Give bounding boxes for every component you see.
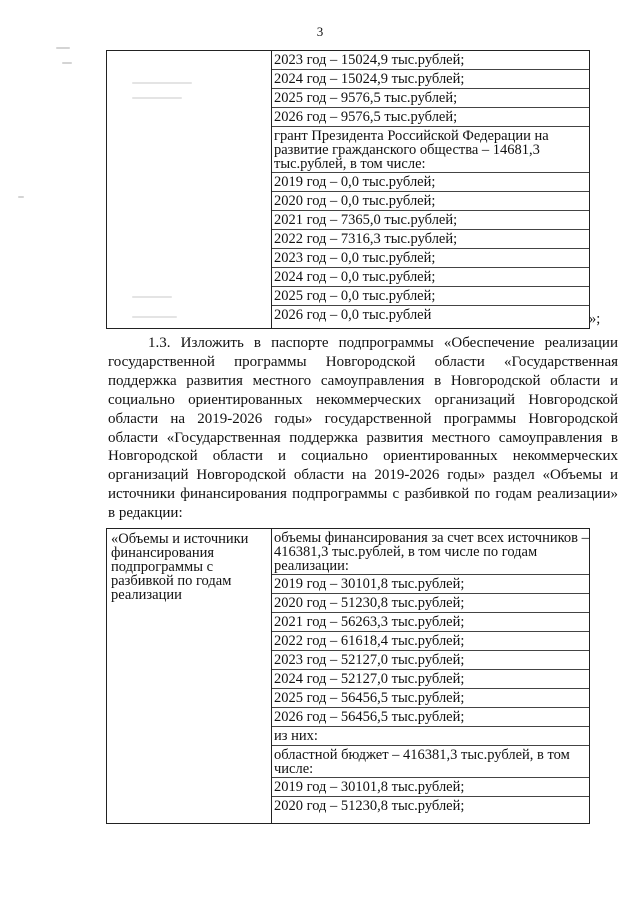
subheading-row: из них: [272,727,589,746]
amount-row: 2023 год – 52127,0 тыс.рублей; [272,651,589,670]
amount-row: 2022 год – 61618,4 тыс.рублей; [272,632,589,651]
amount-row: 2019 год – 0,0 тыс.рублей; [272,173,589,192]
amount-row: 2019 год – 30101,8 тыс.рублей; [272,778,589,797]
amount-row: 2025 год – 0,0 тыс.рублей; [272,287,589,306]
funding-table-continued [106,50,590,329]
scan-artifact [62,62,72,64]
funding-table-new [106,528,590,824]
amount-row: 2023 год – 15024,9 тыс.рублей; [272,51,589,70]
amounts-column [272,529,589,815]
scan-artifact [56,47,70,49]
amount-row: 2022 год – 7316,3 тыс.рублей; [272,230,589,249]
page-number: 3 [316,24,324,39]
scan-artifact [18,196,24,198]
amount-row: 2026 год – 56456,5 тыс.рублей; [272,708,589,727]
amount-row: 2025 год – 56456,5 тыс.рублей; [272,689,589,708]
amount-row: 2021 год – 56263,3 тыс.рублей; [272,613,589,632]
section-label: «Объемы и источники финансирования подпрограммы с разбивкой по годам реализации [111,531,249,603]
regional-budget-row: областной бюджет – 416381,3 тыс.рублей, в том числе: [272,746,589,778]
amount-row: 2023 год – 0,0 тыс.рублей; [272,249,589,268]
amount-row: 2024 год – 0,0 тыс.рублей; [272,268,589,287]
amount-row: 2024 год – 15024,9 тыс.рублей; [272,70,589,89]
amounts-column [272,51,589,324]
amount-row: 2020 год – 51230,8 тыс.рублей; [272,594,589,613]
amount-row: 2020 год – 0,0 тыс.рублей; [272,192,589,211]
amount-row: 2021 год – 7365,0 тыс.рублей; [272,211,589,230]
amount-row: 2024 год – 52127,0 тыс.рублей; [272,670,589,689]
grant-row: грант Президента Российской Федерации на развитие гражданского общества – 14681,3 тыс.рублей, в том числе: [272,127,589,173]
amount-row: 2026 год – 9576,5 тыс.рублей; [272,108,589,127]
amount-row: 2020 год – 51230,8 тыс.рублей; [274,798,465,814]
amount-row: 2019 год – 30101,8 тыс.рублей; [272,575,589,594]
amount-row: 2026 год – 0,0 тыс.рублей [274,307,432,323]
total-row: объемы финансирования за счет всех источников – 416381,3 тыс.рублей, в том числе по годам реализации: [274,530,589,574]
closing-quote: »; [589,311,601,327]
amendment-paragraph: 1.3. Изложить в паспорте подпрограммы «Обеспечение реализации государственной программы Новгородской области «Государственная поддержка развития местного самоуправления в Новгородской области и социально ориентированных некоммерческих организаций Новгородской области на 2019-2026 годы» государственной программы Новгородской области «Государственная поддержка развития местного самоуправления в Новгородской области и социально ориентированных некоммерческих организаций Новгородской области на 2019-2026 годы» раздел «Объемы и источники финансирования подпрограммы с разбивкой по годам реализации» в редакции: [108,335,618,522]
amount-row: 2025 год – 9576,5 тыс.рублей; [272,89,589,108]
